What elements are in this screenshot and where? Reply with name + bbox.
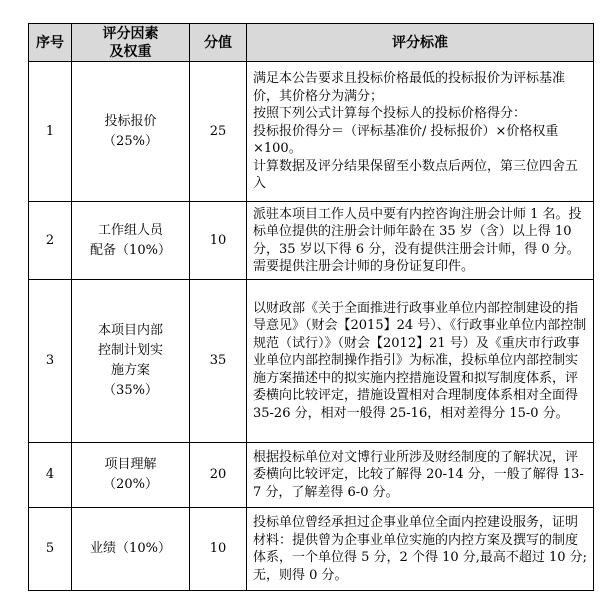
factor-name: 业绩（10%） [90, 541, 171, 556]
table-row [29, 280, 594, 443]
table-row [29, 202, 594, 280]
header-factor [72, 24, 190, 62]
criteria-line: 派驻本项目工作人员中要有内控咨询注册会计师 1 名。投标单位提供的注册会计师年龄在 35 岁（含）以上得 10 分，35 岁以下得 6 分，没有提供注册会计师，得 0 分。需要提供注册会计师的身份证复印件。 [253, 206, 582, 274]
criteria-line: 以财政部《关于全面推进行政事业单位内部控制建设的指导意见》（财会【2015】24 号）、《行政事业单位内部控制规范（试行）》（财会【2012】21 号）及《重庆市行政事业单位内部控制操作指引》为标准，投标单位内部控制实施方案描述中的拟实施内控措施设置和拟写制度体系，评委横向比较评定，措施设置相对合理制度体系相对全面得 35-26 分，相对一般得 25-16，相对差得分 15-0 分。 [253, 300, 587, 421]
criteria-line: 根据投标单位对文博行业所涉及财经制度的了解状况，评委横向比较评定，比较了解得 20-14 分，一般了解得 13-7 分，了解差得 6-0 分。 [253, 449, 584, 500]
header-no: 序号 [29, 24, 72, 62]
factor-name: 项目理解 [104, 457, 157, 472]
factor-name: 工作组人员 [97, 222, 163, 238]
factor-weight: （35%） [103, 383, 158, 398]
row-criteria [247, 202, 594, 280]
row-number: 2 [29, 202, 72, 280]
row-factor [72, 62, 190, 202]
row-number: 4 [29, 443, 72, 508]
row-criteria [247, 280, 594, 443]
row-criteria [247, 508, 594, 591]
header-factor-line1: 评分因素 [102, 25, 159, 42]
factor-name: 投标报价 [104, 113, 157, 129]
row-factor [72, 202, 190, 280]
row-criteria [247, 443, 594, 508]
criteria-line: 投标报价得分＝（评标基准价/ 投标报价）×价格权重×100。 [253, 123, 559, 157]
factor-name: 施方案 [110, 363, 150, 378]
factor-weight: （20%） [103, 477, 158, 492]
table-row [29, 62, 594, 202]
row-criteria [247, 62, 594, 202]
table-row [29, 508, 594, 591]
row-factor [72, 443, 190, 508]
header-score: 分值 [190, 24, 247, 62]
header-criteria: 评分标准 [247, 24, 594, 62]
row-number: 3 [29, 280, 72, 443]
header-factor-line2: 及权重 [109, 43, 152, 60]
table-row [29, 443, 594, 508]
row-factor [72, 508, 190, 591]
scoring-table [28, 23, 594, 591]
row-score: 25 [190, 62, 247, 202]
row-score: 35 [190, 280, 247, 443]
row-number: 1 [29, 62, 72, 202]
row-factor [72, 280, 190, 443]
row-number: 5 [29, 508, 72, 591]
factor-name: 配备（10%） [90, 242, 171, 258]
row-score: 20 [190, 443, 247, 508]
row-score: 10 [190, 202, 247, 280]
criteria-line: 满足本公告要求且投标价格最低的投标报价为评标基准价，其价格分为满分； [253, 71, 566, 104]
factor-name: 控制计划实 [97, 343, 163, 358]
row-score: 10 [190, 508, 247, 591]
criteria-line: 计算数据及评分结果保留至小数点后两位，第三位四舍五入 [253, 158, 579, 192]
factor-weight: （25%） [103, 133, 158, 149]
header-row [29, 24, 594, 62]
criteria-line: 投标单位曾经承担过企事业单位全面内控建设服务，证明材料：提供曾为企事业单位实施的内控方案及撰写的制度体系，一个单位得 5 分，2 个得 10 分,最高不超过 10 分;无，则得 0 分。 [253, 515, 588, 583]
factor-name: 本项目内部 [97, 323, 163, 338]
criteria-line: 按照下列公式计算每个投标人的投标价格得分： [253, 106, 527, 122]
